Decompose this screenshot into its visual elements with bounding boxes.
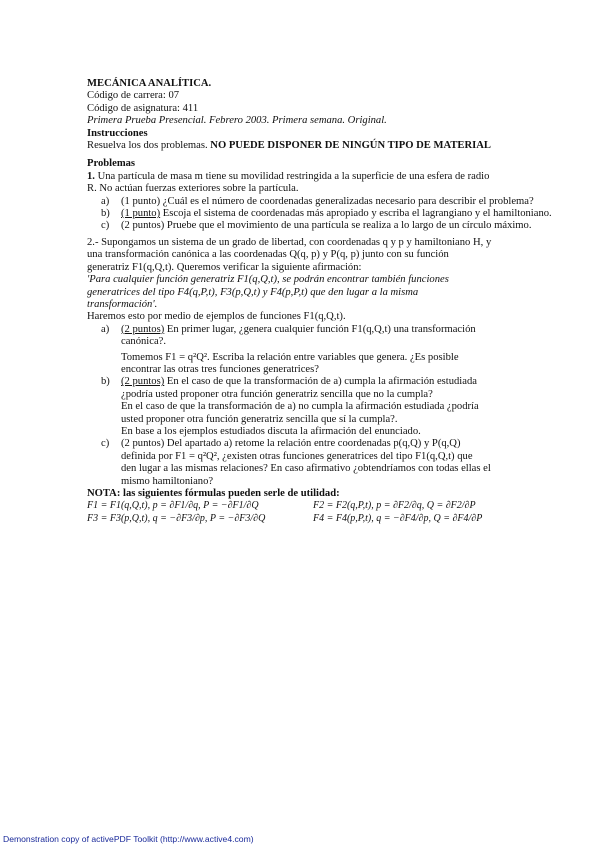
formula-row [87,500,557,512]
problem2-line3: generatriz F1(q,Q,t). Queremos verificar la siguiente afirmación: [87,261,362,273]
problem2-item-b-body [101,389,557,439]
note-line [87,488,557,500]
item-text: ¿Cuál es el número de coordenadas generalizadas necesario para describir el problema? [162,195,534,207]
instructions-text: Resuelva los dos problemas. [87,140,208,152]
item-text2: canónica?. [121,336,166,348]
item-text4: encontrar las otras tres funciones generatrices? [121,363,319,375]
problem1-item-c [101,220,557,232]
problem1-item-b [101,208,557,220]
problem2-item-c-body [101,451,557,488]
item-label: a) [101,195,110,207]
item-text3: Tomemos F1 = q²Q². Escriba la relación entre variables que genera. ¿Es posible [121,351,459,363]
problem1-item-a [101,196,557,208]
problem2-quote1: 'Para cualquier función generatriz F1(q,Q,t), se podrán encontrar también funciones [87,274,449,286]
item-text1: En el caso de que la transformación de a) cumpla la afirmación estudiada [166,376,477,388]
subject-code: Código de asignatura: 411 [87,102,199,114]
item-label: c) [101,438,110,450]
item-points: (1 punto) [121,208,161,220]
item-points: (2 puntos) [121,323,165,335]
exam-info: Primera Prueba Presencial. Febrero 2003. Primera semana. Original. [87,115,387,127]
item-text1: Del apartado a) retome la relación entre coordenadas p(q,Q) y P(q,Q) [166,438,461,450]
item-text3: den lugar a las mismas relaciones? En caso afirmativo ¿obtendríamos con todas ellas el [121,463,491,475]
problem2-items [87,324,557,488]
problem1-text1: Una partícula de masa m tiene su movilidad restringida a la superficie de una esfera de radio [97,170,490,182]
formula-f2: F2 = F2(q,P,t), p = ∂F2/∂q, Q = ∂F2/∂P [313,500,476,512]
problem2-quote3: transformación'. [87,298,158,310]
problem2-line1: 2.- Supongamos un sistema de un grado de libertad, con coordenadas q y p y hamiltoniano H, y [87,236,492,248]
formula-block [87,500,557,525]
exam-document [87,78,557,525]
problem1-items [87,196,557,233]
item-text4: usted proponer otra función generatriz sencilla que sí la cumpla?. [121,413,398,425]
instructions-line [87,140,557,152]
instructions-heading: Instrucciones [87,127,148,139]
item-label: c) [101,220,110,232]
formula-f1: F1 = F1(q,Q,t), p = ∂F1/∂q, P = −∂F1/∂Q [87,500,259,512]
problem2-item-b [101,376,557,388]
item-points: (2 puntos) [121,376,165,388]
item-text1: En primer lugar, ¿genera cualquier función F1(q,Q,t) una transformación [166,323,476,335]
problem2-item-a [101,324,557,349]
formula-row [87,513,557,525]
problem2-line4: Haremos esto por medio de ejemplos de funciones F1(q,Q,t). [87,311,346,323]
formula-f3: F3 = F3(p,Q,t), q = −∂F3/∂p, P = −∂F3/∂Q [87,512,266,524]
problem1-number: 1. [87,170,95,182]
item-points: (2 puntos) [121,438,165,450]
item-text: Pruebe que el movimiento de una partícula se realiza a lo largo de un círculo máximo. [166,220,532,232]
item-text2: definida por F1 = q²Q², ¿existen otras funciones generatrices del tipo F1(q,Q,t) que [121,450,473,462]
item-text3: En el caso de que la transformación de a) no cumpla la afirmación estudiada ¿podría [121,401,479,413]
demo-watermark-footer: Demonstration copy of activePDF Toolkit (http://www.active4.com) [3,834,254,844]
problem2-quote2: generatrices del tipo F4(q,P,t), F3(p,Q,t) y F4(p,P,t) que den lugar a la misma [87,286,419,298]
instructions-warning: NO PUEDE DISPONER DE NINGÚN TIPO DE MATERIAL [210,140,491,152]
item-points: (1 punto) [121,195,161,207]
item-label: b) [101,376,110,388]
item-text4: mismo hamiltoniano? [121,475,214,487]
item-text2: ¿podría usted proponer otra función generatriz sencilla que no la cumpla? [121,388,433,400]
problem1-line1 [87,171,557,183]
exam-title: MECÁNICA ANALÍTICA. [87,78,212,89]
problems-heading: Problemas [87,158,136,170]
item-text5: En base a los ejemplos estudiados discuta la afirmación del enunciado. [121,425,421,437]
problem2-item-a-body [101,352,557,377]
note-text: las siguientes fórmulas pueden serle de utilidad: [123,488,340,499]
career-code: Código de carrera: 07 [87,90,180,102]
formula-f4: F4 = F4(p,P,t), q = −∂F4/∂p, Q = ∂F4/∂P [313,512,483,524]
item-text: Escoja el sistema de coordenadas más apropiado y escriba el lagrangiano y el hamiltoniano. [162,208,552,220]
item-label: a) [101,323,110,335]
item-points: (2 puntos) [121,220,165,232]
item-label: b) [101,208,110,220]
note-heading: NOTA: [87,488,121,499]
problem2-item-c [101,438,557,450]
problem1-line2: R. No actúan fuerzas exteriores sobre la partícula. [87,183,299,195]
problem2-line2: una transformación canónica a las coordenadas Q(q, p) y P(q, p) junto con su función [87,249,449,261]
